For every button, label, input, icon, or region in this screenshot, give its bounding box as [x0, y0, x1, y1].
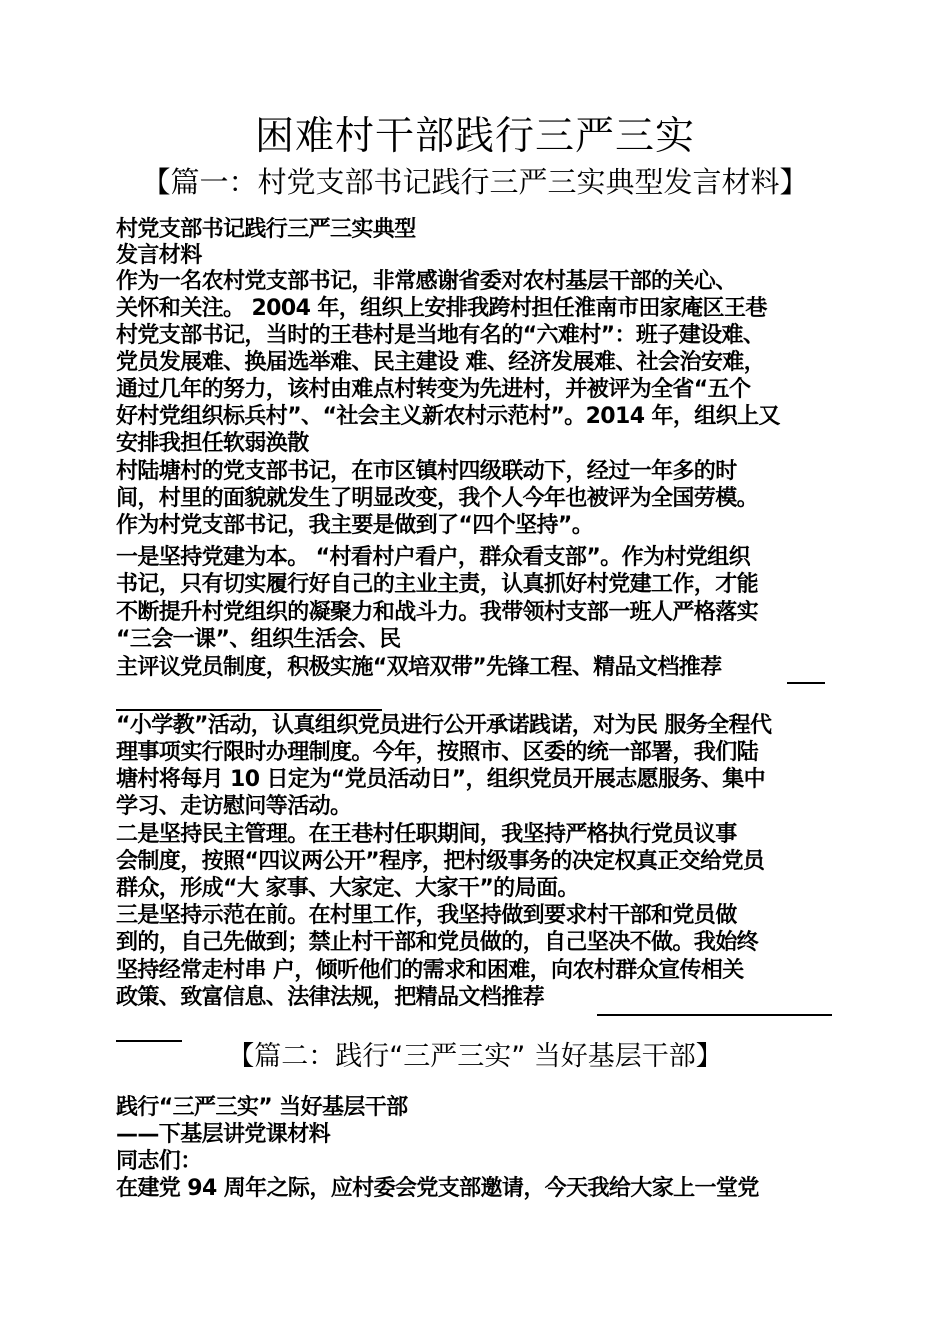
text-line: 群众，形成“大 家事、大家定、大家干”的局面。: [116, 876, 579, 901]
text-line: 通过几年的努力，该村由难点村转变为先进村，并被评为全省“五个: [116, 377, 751, 402]
text-line: 主评议党员制度，积极实施“双培双带”先锋工程、精品文档推荐: [116, 655, 722, 680]
text-line: 村党支部书记，当时的王巷村是当地有名的“六难村”：班子建设难、: [116, 323, 765, 348]
text-line: 关怀和关注。 2004 年，组织上安排我跨村担任淮南市田家庵区王巷: [116, 296, 767, 321]
text-line: 三是坚持示范在前。在村里工作，我坚持做到要求村干部和党员做: [116, 903, 737, 928]
text-line: 发言材料: [116, 243, 202, 268]
text-line: 到的，自己先做到；禁止村干部和党员做的，自己坚决不做。我始终: [116, 930, 759, 955]
text-line: 塘村将每月 10 日定为“党员活动日”，组织党员开展志愿服务、集中: [116, 767, 766, 792]
text-line: “三会一课”、组织生活会、民: [116, 627, 401, 652]
text-line: 同志们：: [116, 1149, 202, 1174]
text-line: ——下基层讲党课材料: [116, 1122, 331, 1147]
text-line: 在建党 94 周年之际，应村委会党支部邀请，今天我给大家上一堂党: [116, 1176, 759, 1201]
fill-in-blank-line: [597, 1014, 832, 1016]
text-line: 会制度，按照“四议两公开”程序，把村级事务的决定权真正交给党员: [116, 849, 765, 874]
text-line: 二是坚持民主管理。在王巷村任职期间，我坚持严格执行党员议事: [116, 822, 737, 847]
text-line: 不断提升村党组织的凝聚力和战斗力。我带领村支部一班人严格落实: [116, 600, 759, 625]
text-line: 理事项实行限时办理制度。今年，按照市、区委的统一部署，我们陆: [116, 740, 759, 765]
text-line: 间，村里的面貌就发生了明显改变，我个人今年也被评为全国劳模。: [116, 486, 759, 511]
text-line: 村陆塘村的党支部书记，在市区镇村四级联动下，经过一年多的时: [116, 459, 737, 484]
text-line: 学习、走访慰问等活动。: [116, 794, 352, 819]
text-line: 践行“三严三实” 当好基层干部: [116, 1095, 408, 1120]
text-line: 政策、致富信息、法律法规，把精品文档推荐: [116, 985, 545, 1010]
section-1-heading: 【篇一：村党支部书记践行三严三实典型发言材料】: [141, 165, 809, 199]
text-line: “小学教”活动，认真组织党员进行公开承诺践诺，对为民 服务全程代: [116, 713, 772, 738]
text-line: 党员发展难、换届选举难、民主建设 难、经济发展难、社会治安难，: [116, 350, 766, 375]
text-line: 安排我担任软弱涣散: [116, 431, 309, 456]
text-line: 一是坚持党建为本。 “村看村户看户，群众看支部”。作为村党组织: [116, 545, 750, 570]
text-line: 村党支部书记践行三严三实典型: [116, 217, 416, 242]
document-title: 困难村干部践行三严三实: [254, 114, 695, 159]
fill-in-blank-line: [116, 709, 382, 711]
text-line: 作为一名农村党支部书记，非常感谢省委对农村基层干部的关心、: [116, 269, 737, 294]
text-line: 坚持经常走村串 户，倾听他们的需求和困难，向农村群众宣传相关: [116, 958, 744, 983]
text-line: 好村党组织标兵村”、“社会主义新农村示范村”。2014 年，组织上又: [116, 404, 780, 429]
text-line: 书记，只有切实履行好自己的主业主责，认真抓好村党建工作，才能: [116, 572, 759, 597]
section-2-heading: 【篇二：践行“三严三实” 当好基层干部】: [227, 1041, 723, 1072]
text-line: 作为村党支部书记，我主要是做到了“四个坚持”。: [116, 513, 594, 538]
fill-in-blank-line: [787, 682, 825, 684]
